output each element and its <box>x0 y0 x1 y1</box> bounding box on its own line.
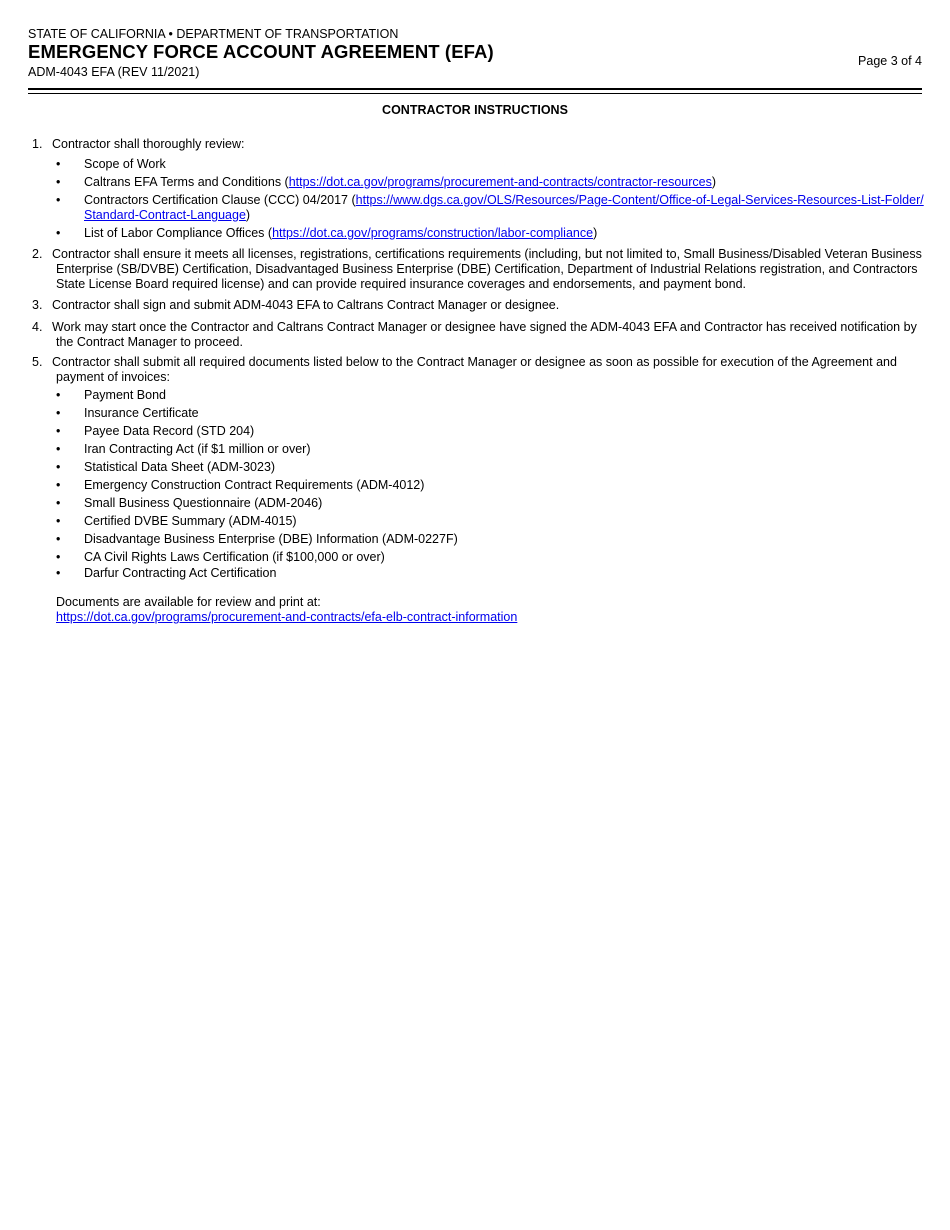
item-number: 2. <box>32 247 43 261</box>
terms-conditions-link[interactable]: https://dot.ca.gov/programs/procurement-and-contracts/contractor-resources <box>288 175 712 189</box>
list-item: Darfur Contracting Act Certification <box>84 566 277 580</box>
bullet-glyph: • <box>56 532 61 546</box>
ccc-link-continuation[interactable]: Standard-Contract-Language <box>84 208 246 222</box>
list-item-text: Contractors Certification Clause (CCC) 04/2017 ( <box>84 193 356 207</box>
item-number: 3. <box>32 298 43 312</box>
section-title: CONTRACTOR INSTRUCTIONS <box>382 103 568 117</box>
bullet-glyph: • <box>56 406 61 420</box>
header-rule-thin <box>28 93 922 94</box>
form-id: ADM-4043 EFA (REV 11/2021) <box>28 65 200 79</box>
list-item-text: ) <box>245 208 251 222</box>
bullet-glyph: • <box>56 226 61 240</box>
item-text-line: State License Board required license) and can provide required insurance coverages and endorsements, and payment bond. <box>56 277 747 291</box>
list-item: Statistical Data Sheet (ADM-3023) <box>84 460 276 474</box>
bullet-glyph: • <box>56 157 61 171</box>
list-item: CA Civil Rights Laws Certification (if $100,000 or over) <box>84 550 385 564</box>
item-text-line: Enterprise (SB/DVBE) Certification, Disadvantaged Business Enterprise (DBE) Certification, Department of Industrial Relations registration, and Contractors <box>56 262 918 276</box>
item-number: 4. <box>32 320 43 334</box>
item-text: Contractor shall sign and submit ADM-4043 EFA to Caltrans Contract Manager or designee. <box>52 298 560 312</box>
list-item <box>84 226 597 241</box>
bullet-glyph: • <box>56 442 61 456</box>
bullet-glyph: • <box>56 193 61 207</box>
list-item: Disadvantage Business Enterprise (DBE) Information (ADM-0227F) <box>84 532 458 546</box>
bullet-glyph: • <box>56 496 61 510</box>
list-item <box>84 175 716 190</box>
page-number: Page 3 of 4 <box>858 54 922 68</box>
list-item-text: List of Labor Compliance Offices ( <box>84 226 273 240</box>
form-title: EMERGENCY FORCE ACCOUNT AGREEMENT (EFA) <box>28 41 494 62</box>
list-item <box>84 193 924 208</box>
item-text-line: the Contract Manager to proceed. <box>56 335 243 349</box>
list-item: Insurance Certificate <box>84 406 199 420</box>
item-number: 1. <box>32 137 43 151</box>
list-item: Payment Bond <box>84 388 166 402</box>
list-item-text: Caltrans EFA Terms and Conditions ( <box>84 175 289 189</box>
agency-name: STATE OF CALIFORNIA • DEPARTMENT OF TRANSPORTATION <box>28 27 399 41</box>
item-text-line: Contractor shall ensure it meets all licenses, registrations, certifications requirements (including, but not limited to, Small Business/Disabled Veteran Business <box>52 247 922 261</box>
list-item: Emergency Construction Contract Requirements (ADM-4012) <box>84 478 425 492</box>
bullet-glyph: • <box>56 514 61 528</box>
header-rule-thick <box>28 88 922 90</box>
item-text-line: Contractor shall submit all required documents listed below to the Contract Manager or designee as soon as possible for execution of the Agreement and <box>52 355 897 369</box>
labor-compliance-link[interactable]: https://dot.ca.gov/programs/construction/labor-compliance <box>272 226 594 240</box>
item-text-line: Work may start once the Contractor and Caltrans Contract Manager or designee have signed the ADM-4043 EFA and Contractor has received notification by <box>52 320 917 334</box>
bullet-glyph: • <box>56 175 61 189</box>
list-item: Payee Data Record (STD 204) <box>84 424 255 438</box>
bullet-glyph: • <box>56 550 61 564</box>
list-item: Certified DVBE Summary (ADM-4015) <box>84 514 297 528</box>
item-text: Contractor shall thoroughly review: <box>52 137 245 151</box>
documents-link[interactable]: https://dot.ca.gov/programs/procurement-and-contracts/efa-elb-contract-information <box>56 610 518 624</box>
bullet-glyph: • <box>56 388 61 402</box>
item-number: 5. <box>32 355 43 369</box>
bullet-glyph: • <box>56 566 61 580</box>
bullet-glyph: • <box>56 478 61 492</box>
ccc-link[interactable]: https://www.dgs.ca.gov/OLS/Resources/Page-Content/Office-of-Legal-Services-Resources-List-Folder/ <box>355 193 924 207</box>
list-item: Iran Contracting Act (if $1 million or over) <box>84 442 311 456</box>
bullet-glyph: • <box>56 460 61 474</box>
item-text-line: payment of invoices: <box>56 370 170 384</box>
list-item-continuation <box>84 208 250 223</box>
list-item-text: ) <box>593 226 598 240</box>
list-item: Scope of Work <box>84 157 166 171</box>
list-item: Small Business Questionnaire (ADM-2046) <box>84 496 323 510</box>
documents-note: Documents are available for review and print at: <box>56 595 321 609</box>
bullet-glyph: • <box>56 424 61 438</box>
list-item-text: ) <box>711 175 717 189</box>
